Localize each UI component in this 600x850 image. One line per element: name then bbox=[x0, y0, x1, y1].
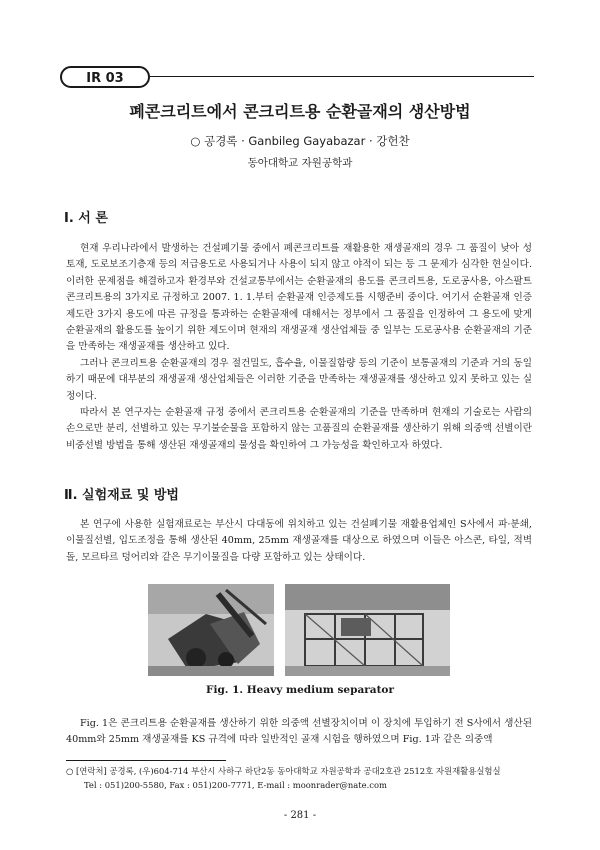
footnote-rule bbox=[66, 760, 226, 761]
figure-photo-right bbox=[285, 584, 450, 676]
paragraph: Fig. 1은 콘크리트용 순환골재를 생산하기 위한 의중액 선별장치이며 이 장치에 투입하기 전 S사에서 생산된 40mm와 25mm 재생골재를 KS 규격에 따라 일반적인 골재 시험을 행하였으며 Fig. 1과 같은 의중액 bbox=[66, 718, 532, 746]
separator-photo-left bbox=[148, 584, 274, 676]
figure-photo-left bbox=[148, 584, 274, 676]
affiliation: 동아대학교 자원공학과 bbox=[247, 157, 353, 169]
figure-caption: Fig. 1. Heavy medium separator bbox=[206, 684, 394, 696]
section-heading-introduction: Ⅰ. 서 론 bbox=[64, 211, 108, 226]
paper-title: 폐콘크리트에서 콘크리트용 순환골재의 생산방법 bbox=[129, 102, 471, 121]
materials-body bbox=[66, 517, 532, 566]
footnote-contact: ○ [연락처] 공경록, (우)604-714 부산시 사하구 하단2동 동아대학교 자원공학과 공대2호관 2512호 자원재활용실험실 bbox=[66, 766, 501, 776]
footnote-tel-email: Tel : 051)200-5580, Fax : 051)200-7771, E-mail : moonrader@nate.com bbox=[84, 780, 387, 790]
author-list: ○ 공경록 · Ganbileg Gayabazar · 강헌찬 bbox=[190, 134, 410, 148]
header-rule bbox=[150, 76, 534, 77]
paragraph: 현재 우리나라에서 발생하는 건설폐기물 중에서 폐콘크리트를 재활용한 재생골재의 경우 그 품질이 낮아 성토재, 도로보조기층재 등의 저급용도로 사용되거나 사용이 되지 않고 야적이 되는 등 그 문제가 심각한 현실이다. 이러한 문제점을 해결하고자 환경부와 건설교통부에서는 순환골재의 용도를 콘크리트용, 도로공사용, 아스팔트콘크리트용의 3가지로 규정하고 2007. 1. 1.부터 순환골재 인증제도를 시행준비 중이다. 여기서 순환골재 인증제도란 3가지 용도에 따른 규정을 통과하는 순환골재에 대해서는 정부에서 그 품질을 인정하여 그 용도에 맞게 순환골재의 활용도를 높이기 위한 제도이며 현재의 재생골재 생산업체들 중 일부는 도로공사용 순환골재의 기준을 만족하는 재생골재를 생산하고 있다. bbox=[66, 243, 532, 353]
page-number: - 281 - bbox=[283, 810, 317, 821]
paragraph: 그러나 콘크리트용 순환골재의 경우 절건밀도, 흡수율, 이물질함량 등의 기준이 보통골재의 기준과 거의 동일하기 때문에 대부분의 재생골재 생산업체들은 이러한 기준을 만족하는 재생골재를 생산하고 있지 못하고 있는 실정이다. bbox=[66, 357, 532, 402]
after-figure-body bbox=[66, 716, 532, 749]
paragraph: 본 연구에 사용한 실험재료로는 부산시 다대동에 위치하고 있는 건설폐기물 재활용업체인 S사에서 파·분쇄, 이물질선별, 입도조정을 통해 생산된 40mm, 25mm 재생골재를 대상으로 하였으며 이들은 아스콘, 타일, 적벽돌, 모르타르 덩어리와 같은 무기이물질을 다량 포함하고 있는 상태이다. bbox=[66, 519, 532, 563]
introduction-body bbox=[66, 241, 532, 454]
separator-photo-right bbox=[285, 584, 450, 676]
paragraph: 따라서 본 연구자는 순환골재 규정 중에서 콘크리트용 순환골재의 기준을 만족하며 현재의 기술로는 사람의 손으로만 분리, 선별하고 있는 무기불순물을 포함하지 않는 고품질의 순환골재를 생산하기 위해 의중액 선별이란 비중선별 방법을 통해 생산된 재생골재의 물성을 확인하여 그 가능성을 확인하고자 하였다. bbox=[66, 407, 532, 451]
session-tag: IR 03 bbox=[60, 66, 150, 88]
section-heading-materials-methods: Ⅱ. 실험재료 및 방법 bbox=[64, 488, 179, 503]
